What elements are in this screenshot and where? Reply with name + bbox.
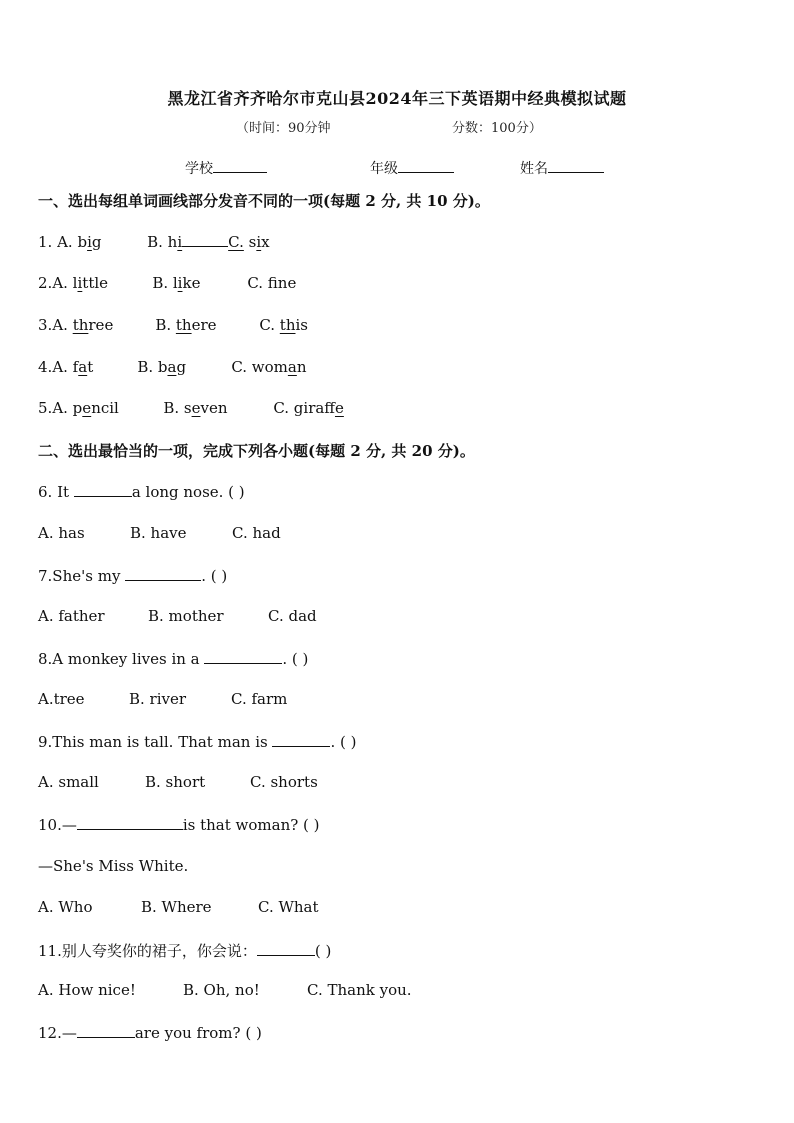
question-3 bbox=[38, 316, 308, 334]
q6-blank[interactable] bbox=[74, 482, 132, 497]
question-10-answer: —She's Miss White. bbox=[38, 857, 189, 875]
q4-option-a: A. fat bbox=[52, 358, 94, 376]
q6-option-c: C. had bbox=[232, 524, 281, 542]
q1-blank bbox=[182, 234, 228, 247]
q5-number: 5. bbox=[38, 399, 53, 417]
question-6: 6. It a long nose. ( ) bbox=[38, 483, 245, 501]
q7-option-b: B. mother bbox=[148, 607, 224, 625]
question-11-options bbox=[38, 981, 412, 999]
question-1 bbox=[38, 233, 270, 251]
question-10: 10.— is that woman? ( ) bbox=[38, 816, 320, 834]
q11-option-a: A. How nice! bbox=[38, 981, 136, 999]
q5-option-a: A. pencil bbox=[52, 399, 119, 417]
question-12: 12.— are you from? ( ) bbox=[38, 1024, 262, 1042]
q10-option-a: A. Who bbox=[38, 898, 93, 916]
school-label: 学校 bbox=[185, 161, 213, 177]
q2-number: 2. bbox=[38, 274, 53, 292]
name-field bbox=[520, 158, 604, 178]
q11-option-c: C. Thank you. bbox=[307, 981, 412, 999]
q9-option-a: A. small bbox=[38, 773, 99, 791]
q3-option-c: C. this bbox=[259, 316, 308, 334]
q7-blank[interactable] bbox=[125, 566, 201, 581]
q4-option-c: C. woman bbox=[231, 358, 307, 376]
q3-number: 3. bbox=[38, 316, 53, 334]
q8-option-b: B. river bbox=[129, 690, 187, 708]
q8-option-c: C. farm bbox=[231, 690, 288, 708]
q6-option-b: B. have bbox=[130, 524, 187, 542]
question-9: 9.This man is tall. That man is . ( ) bbox=[38, 733, 357, 751]
question-9-options bbox=[38, 773, 318, 791]
school-field bbox=[185, 158, 267, 178]
question-2 bbox=[38, 274, 296, 292]
q10-option-b: B. Where bbox=[141, 898, 212, 916]
q10-option-c: C. What bbox=[258, 898, 319, 916]
q11-option-b: B. Oh, no! bbox=[183, 981, 260, 999]
q3-option-b: B. there bbox=[155, 316, 217, 334]
q2-option-a: A. little bbox=[52, 274, 109, 292]
q8-option-a: A.tree bbox=[38, 690, 85, 708]
q5-option-c: C. giraffe bbox=[273, 399, 344, 417]
q4-option-b: B. bag bbox=[137, 358, 187, 376]
q2-option-c: C. fne bbox=[247, 274, 297, 292]
page-title: 黑龙江省齐齐哈尔市克山县2024年三下英语期中经典模拟试题 bbox=[167, 89, 627, 108]
score-info: 分数：100分） bbox=[452, 121, 542, 136]
q11-blank[interactable] bbox=[257, 941, 315, 956]
question-7-options bbox=[38, 607, 317, 625]
q1-option-a: A. big bbox=[57, 233, 102, 251]
q10-blank[interactable] bbox=[77, 815, 183, 830]
q2-option-b: B. like bbox=[152, 274, 201, 292]
q7-option-a: A. father bbox=[38, 607, 105, 625]
q12-blank[interactable] bbox=[77, 1023, 135, 1038]
grade-field bbox=[370, 158, 454, 178]
q9-option-c: C. shorts bbox=[250, 773, 318, 791]
q5-option-b: B. seven bbox=[163, 399, 228, 417]
section-2-heading: 二、选出最恰当的一项，完成下列各小题(每题 2 分, 共 20 分)。 bbox=[38, 442, 475, 460]
q1-option-c: C. six bbox=[228, 233, 270, 251]
name-blank[interactable] bbox=[548, 158, 604, 173]
section-1-heading: 一、选出每组单词画线部分发音不同的一项(每题 2 分, 共 10 分)。 bbox=[38, 192, 490, 210]
name-label: 姓名 bbox=[520, 161, 548, 177]
q3-option-a: A. three bbox=[52, 316, 114, 334]
q6-option-a: A. has bbox=[38, 524, 85, 542]
time-info: （时间：90分钟 bbox=[236, 121, 331, 136]
q9-option-b: B. short bbox=[145, 773, 206, 791]
question-10-options bbox=[38, 898, 319, 916]
question-8: 8.A monkey lives in a . ( ) bbox=[38, 650, 309, 668]
question-5 bbox=[38, 399, 344, 417]
grade-label: 年级 bbox=[370, 161, 398, 177]
q7-option-c: C. dad bbox=[268, 607, 317, 625]
question-4 bbox=[38, 358, 307, 376]
grade-blank[interactable] bbox=[398, 158, 454, 173]
q9-blank[interactable] bbox=[272, 732, 330, 747]
q1-number: 1. bbox=[38, 233, 58, 251]
question-11: 11.别人夸奖你的裙子，你会说： ( ) bbox=[38, 942, 332, 960]
question-8-options bbox=[38, 690, 287, 708]
question-6-options bbox=[38, 524, 281, 542]
q8-blank[interactable] bbox=[204, 649, 282, 664]
q1-option-b: B. hi bbox=[147, 233, 183, 251]
q4-number: 4. bbox=[38, 358, 53, 376]
question-7: 7.She's my . ( ) bbox=[38, 567, 228, 585]
school-blank[interactable] bbox=[213, 158, 267, 173]
